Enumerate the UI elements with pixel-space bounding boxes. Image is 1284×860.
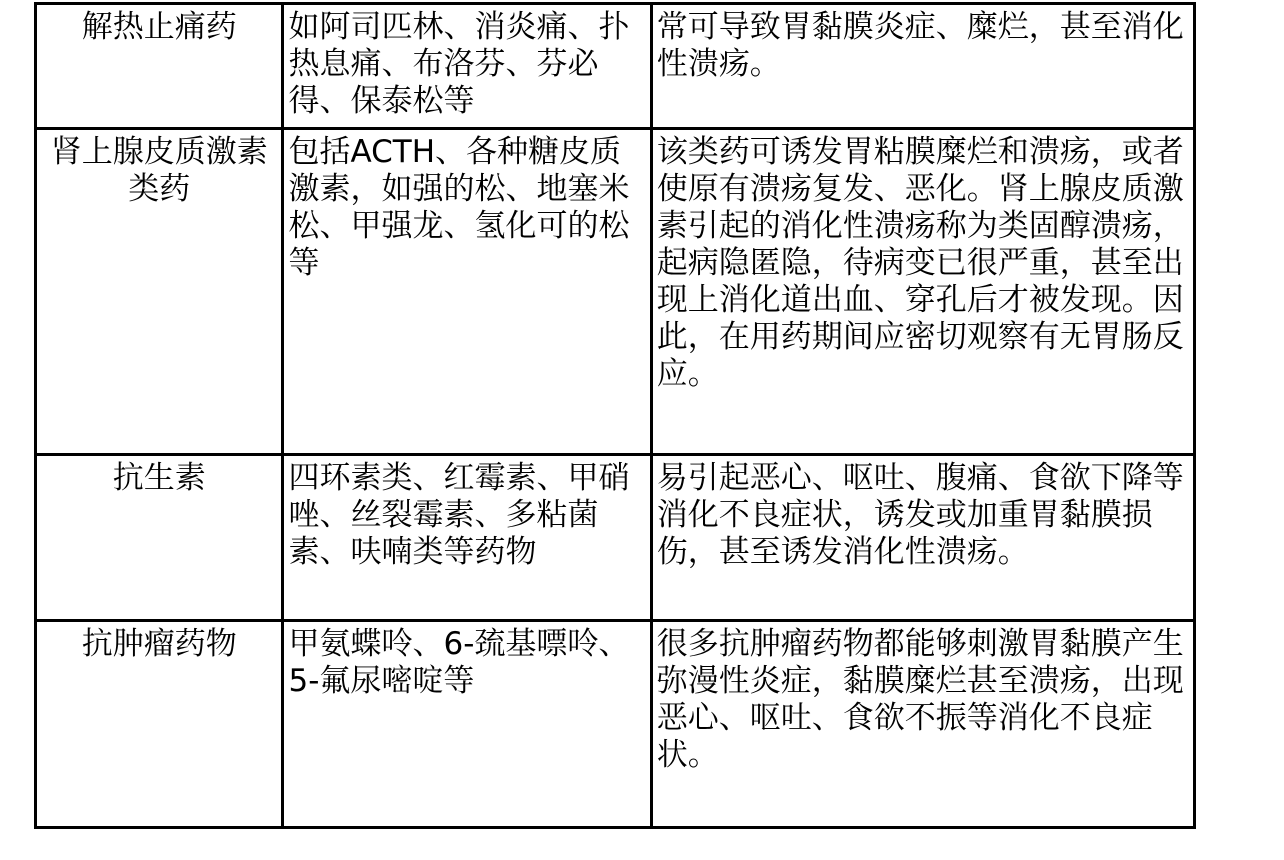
side-effects-cell: 常可导致胃黏膜炎症、糜烂，甚至消化性溃疡。 — [651, 4, 1194, 129]
drug-examples-cell: 甲氨蝶呤、6-巯基嘌呤、5-氟尿嘧啶等 — [283, 621, 651, 828]
table-row — [36, 129, 1195, 455]
table-row — [36, 455, 1195, 621]
side-effects-cell: 该类药可诱发胃粘膜糜烂和溃疡，或者使原有溃疡复发、恶化。肾上腺皮质激素引起的消化性溃疡称为类固醇溃疡，起病隐匿隐，待病变已很严重，甚至出现上消化道出血、穿孔后才被发现。因此，在用药期间应密切观察有无胃肠反应。 — [651, 129, 1194, 455]
side-effects-cell: 易引起恶心、呕吐、腹痛、食欲下降等消化不良症状，诱发或加重胃黏膜损伤，甚至诱发消化性溃疡。 — [651, 455, 1194, 621]
drug-category-cell: 解热止痛药 — [36, 4, 283, 129]
drug-category-cell: 肾上腺皮质激素类药 — [36, 129, 283, 455]
drug-examples-cell: 包括ACTH、各种糖皮质激素，如强的松、地塞米松、甲强龙、氢化可的松等 — [283, 129, 651, 455]
drug-examples-cell: 如阿司匹林、消炎痛、扑热息痛、布洛芬、芬必得、保泰松等 — [283, 4, 651, 129]
table-row — [36, 4, 1195, 129]
table-row — [36, 621, 1195, 828]
drug-category-cell: 抗生素 — [36, 455, 283, 621]
drug-examples-cell: 四环素类、红霉素、甲硝唑、丝裂霉素、多粘菌素、呋喃类等药物 — [283, 455, 651, 621]
side-effects-cell: 很多抗肿瘤药物都能够刺激胃黏膜产生弥漫性炎症，黏膜糜烂甚至溃疡，出现恶心、呕吐、食欲不振等消化不良症状。 — [651, 621, 1194, 828]
drug-side-effects-table — [34, 2, 1196, 829]
drug-category-cell: 抗肿瘤药物 — [36, 621, 283, 828]
